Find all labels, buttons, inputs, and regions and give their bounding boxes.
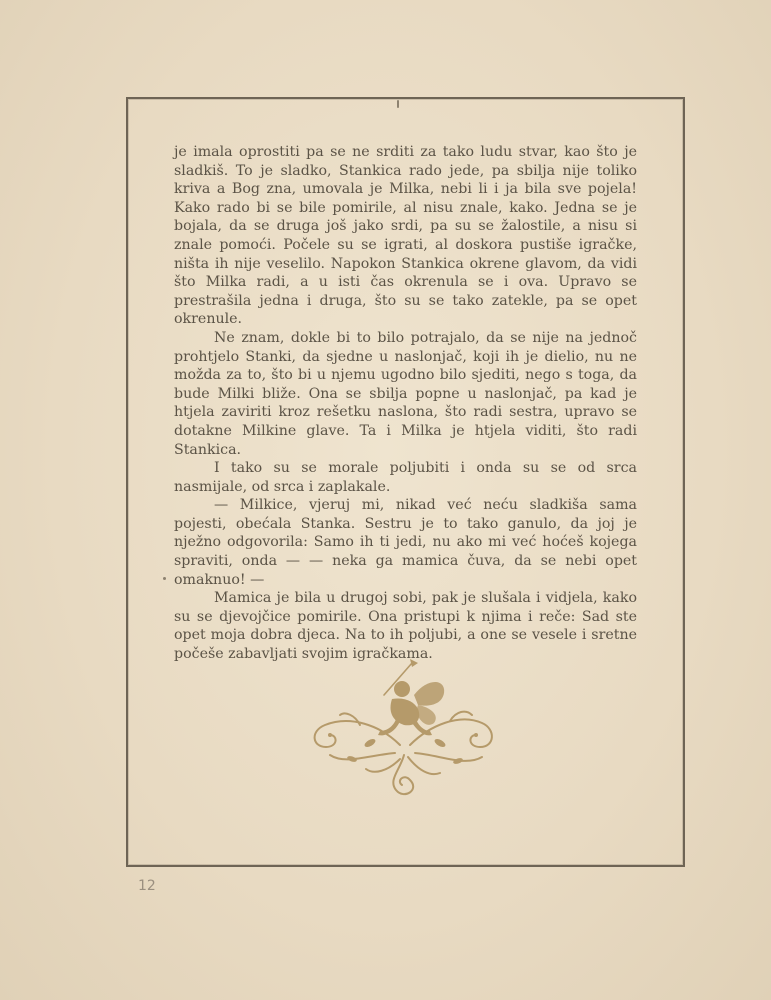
page-number: 12	[138, 878, 156, 894]
paragraph-2: Ne znam, dokle bi to bilo potrajalo, da se nije na jednoč prohtjelo Stanki, da sjedne u naslonjač, koji ih je dielio, nu ne možda za to, što bi u njemu ugodno bilo sjediti, nego s toga, da bude Milki bliže. Ona se sbilja popne u naslonjač, pa kad je htjela zaviriti kroz rešetku naslona, što radi sestra, upravo se dotakne Milkine glave. Ta i Milka je htjela viditi, što radi Stankica.	[174, 329, 637, 458]
paragraph-3: I tako su se morale poljubiti i onda su se od srca nasmijale, od srca i zaplakale.	[174, 460, 637, 495]
paragraph-1: je imala oprostiti pa se ne srditi za tako ludu stvar, kao što je sladkiš. To je sladko, Stankica rado jede, pa sbilja nije toliko kriva a Bog zna, umovala je Milka, nebi li i ja bila sve pojela! Kako rado bi se bile pomirile, al nisu znale, kako. Jedna se je bojala, da se druga još jako srdi, pa su se žalostile, a nisu si znale pomoći. Počele su se igrati, al doskora pustiše igračke, ništa ih nije veselilo. Napokon Stankica okrene glavom, da vidi što Milka radi, a u isti čas okrenula se i ova. Upravo se prestrašila jedna i druga, što su se tako zatekle, pa se opet okrenule.	[174, 144, 637, 328]
paragraph-5: Mamica je bila u drugoj sobi, pak je slušala i vidjela, kako su se djevojčice pomirile. Ona pristupi k njima i reče: Sad ste opet moja dobra djeca. Na to ih poljubi, a one se vesele i sretne počeše zabavljati svojim igračkama.	[174, 590, 637, 663]
cherub-vignette-icon	[300, 655, 505, 805]
paragraph-4: — Milkice, vjeruj mi, nikad već neću sladkiša sama pojesti, obećala Stanka. Sestru je to tako ganulo, da joj je nježno odgovorila: Samo ih ti jedi, nu ako mi već hoćeš kojega spraviti, onda — — neka ga mamica čuva, da se nebi opet omaknuo! —	[174, 497, 637, 588]
body-text	[174, 143, 637, 664]
paper-speck	[397, 100, 399, 108]
paper-speck	[163, 577, 166, 580]
